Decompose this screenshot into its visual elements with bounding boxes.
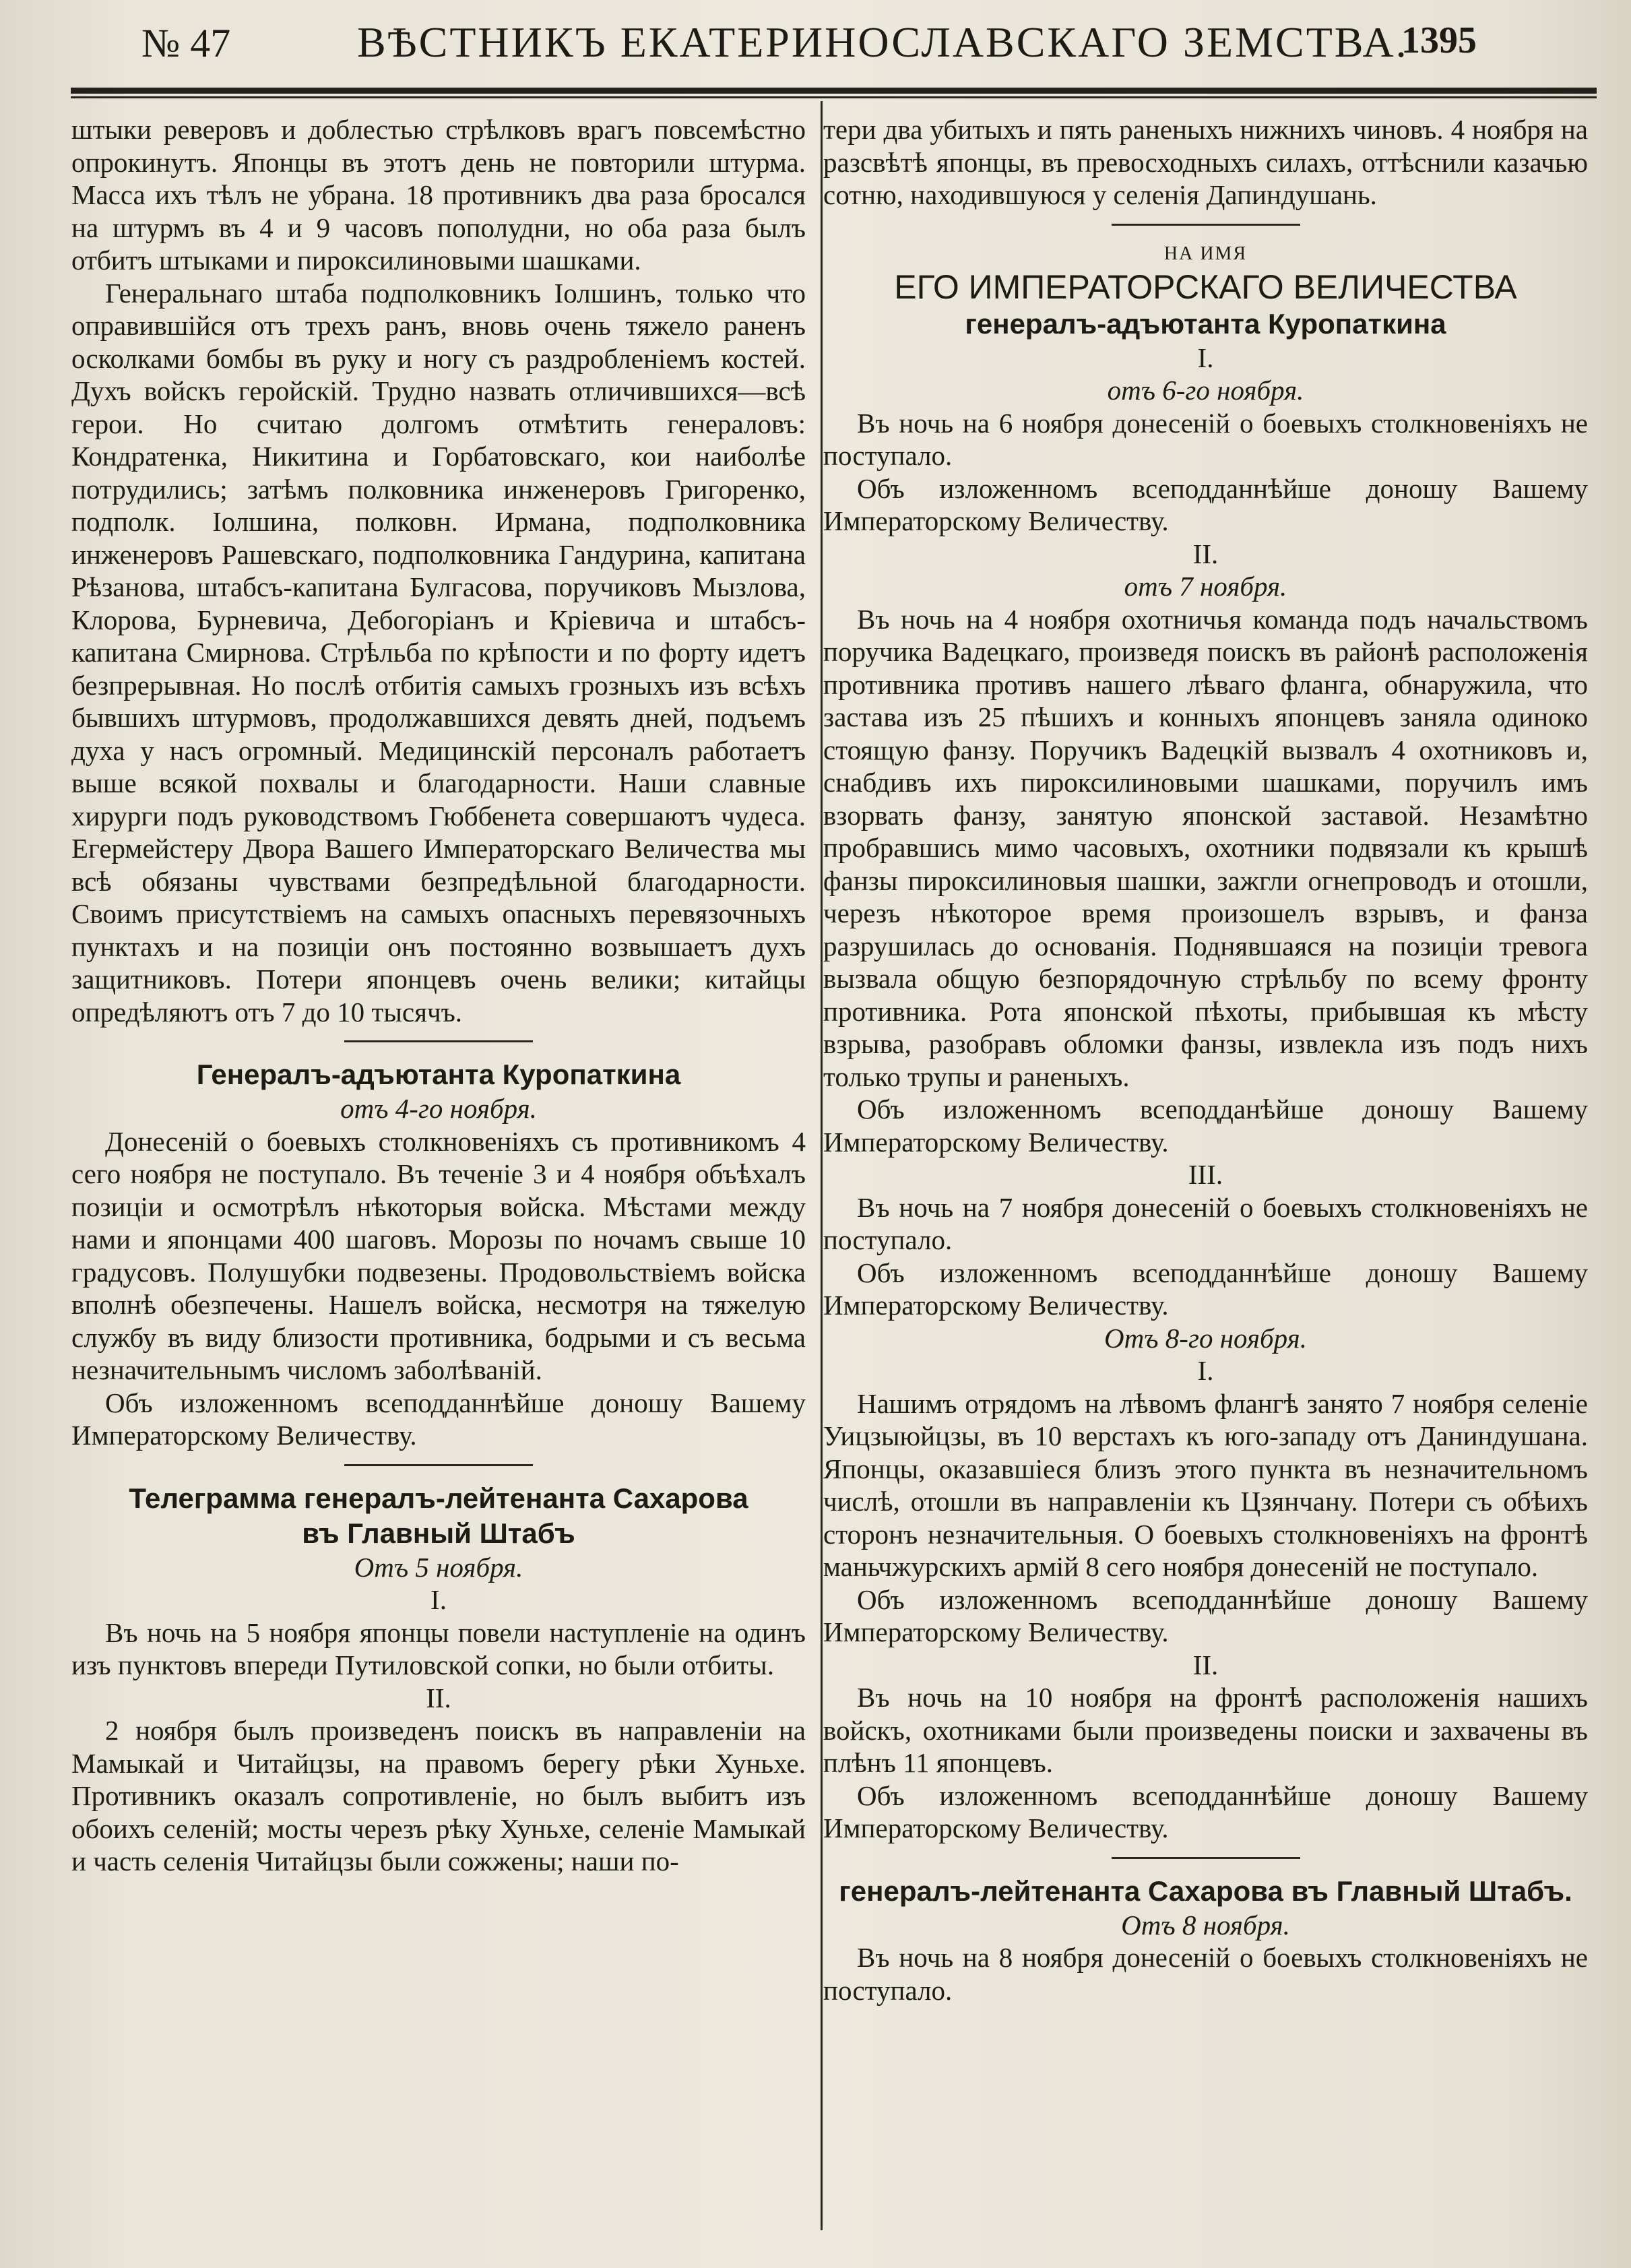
paragraph: Объ изложенномъ всеподданѣйше доношу Вашему Императорскому Величеству. xyxy=(823,1094,1588,1158)
right-column xyxy=(823,113,1588,2007)
section-date: отъ 7 ноября. xyxy=(1124,571,1287,602)
paragraph: 2 ноября былъ произведенъ поискъ въ направленіи на Мамыкай и Читайцзы, на правомъ берегу рѣки Хуньхе. Противникъ оказалъ сопротивленіе, но былъ выбитъ изъ обоихъ селеній; мосты черезъ рѣку Хуньхе, селеніе Мамыкай и часть селенія Читайцзы были сожжены; наши по- xyxy=(71,1715,806,1877)
paragraph: Объ изложенномъ всеподданнѣйше доношу Вашему Императорскому Величеству. xyxy=(71,1387,806,1451)
section-date: Отъ 8-го ноября. xyxy=(1104,1322,1307,1354)
section-heading: ЕГО ИМПЕРАТОРСКАГО ВЕЛИЧЕСТВА xyxy=(894,267,1517,306)
roman-numeral: I. xyxy=(1197,1355,1214,1386)
paragraph: Въ ночь на 8 ноября донесеній о боевыхъ столкновеніяхъ не поступало. xyxy=(823,1942,1588,2006)
section-rule xyxy=(344,1040,533,1042)
paragraph: Генеральнаго штаба подполковникъ Іолшинъ, только что оправившійся отъ трехъ ранъ, вновь очень тяжело раненъ осколками бомбы въ руку и ногу съ раздробленіемъ костей. Духъ войскъ геройскій. Трудно назвать отличившихся—всѣ герои. Но считаю долгомъ отмѣтить генераловъ: Кондратенка, Никитина и Горбатовскаго, кои наиболѣе потрудились; затѣмъ полковника инженеровъ Григоренко, подполк. Іолшина, полковн. Ирмана, подполковника инженеровъ Рашевскаго, подполковника Гандурина, капитана Рѣзанова, штабсъ-капитана Булгасова, поручиковъ Мызлова, Клорова, Бурневича, Дебогоріанъ и Кріевича и штабсъ-капитана Смирнова. Стрѣльба по крѣпости и по форту идетъ безпрерывная. Но послѣ отбитія самыхъ грозныхъ изъ всѣхъ бывшихъ штурмовъ, продолжавшихся девять дней, подъемъ духа у насъ огромный. Медицинскій персоналъ работаетъ выше всякой похвалы и благодарности. Наши славные хирурги подъ руководствомъ Гюббенета совершаютъ чудеса. Егермейстеру Двора Вашего Императорскаго Величества мы всѣ обязаны чувствами безпредѣльной благодарности. Своимъ присутствіемъ на самыхъ опасныхъ перевязочныхъ пунктахъ и на позиціи онъ постоянно возвышаетъ духъ защитниковъ. Потери японцевъ очень велики; китайцы опредѣляютъ отъ 7 до 10 тысячъ. xyxy=(71,277,806,1028)
paragraph: Въ ночь на 10 ноября на фронтѣ расположенія нашихъ войскъ, охотниками были произведены поиски и захвачены въ плѣнъ 11 японцевъ. xyxy=(823,1682,1588,1778)
paragraph: Въ ночь на 4 ноября охотничья команда подъ начальствомъ поручика Вадецкаго, произведя поискъ въ районѣ расположенія противника противъ нашего лѣваго фланга, обнаружила, что застава изъ 25 пѣшихъ и конныхъ японцевъ заняла одиноко стоящую фанзу. Поручикъ Вадецкій вызвалъ 4 охотниковъ и, снабдивъ ихъ пироксилиновыми шашками, поручилъ имъ взорвать фанзу, занятую японской заставой. Незамѣтно пробравшись мимо часовыхъ, охотники подвязали къ крышѣ фанзы пироксилиновыя шашки, зажгли огнепроводъ и отошли, черезъ нѣкоторое время произошелъ взрывъ, и фанза разрушилась до основанія. Поднявшаяся на позиціи тревога вызвала общую безпорядочную стрѣльбу по всему фронту противника. Рота японской пѣхоты, прибывшая къ мѣсту взрыва, разобравъ обломки фанзы, извлекла изъ подъ нихъ только трупы и раненыхъ. xyxy=(823,603,1588,1092)
paragraph: Объ изложенномъ всеподданнѣйше доношу Вашему Императорскому Величеству. xyxy=(823,1779,1588,1844)
roman-numeral: I. xyxy=(430,1584,447,1615)
column-divider xyxy=(821,101,823,2230)
section-heading: въ Главный Штабъ xyxy=(302,1517,575,1549)
section-rule xyxy=(1112,224,1300,226)
header-thin-rule xyxy=(71,96,1597,98)
section-heading: генералъ-лейтенанта Сахарова въ Главный Штабъ. xyxy=(839,1875,1572,1907)
left-column xyxy=(71,113,806,1878)
page-header xyxy=(67,9,1502,84)
section-rule xyxy=(1112,1857,1300,1859)
masthead-title: ВѢСТНИКЪ ЕКАТЕРИНОСЛАВСКАГО ЗЕМСТВА. xyxy=(357,18,1409,66)
section-heading: Генералъ-адъютанта Куропаткина xyxy=(196,1059,681,1090)
paragraph: Объ изложенномъ всеподданнѣйше доношу Вашему Императорскому Величеству. xyxy=(823,472,1588,536)
issue-number: № 47 xyxy=(141,21,231,65)
paragraph: Донесеній о боевыхъ столкновеніяхъ съ противникомъ 4 сего ноября не поступало. Въ теченіе 3 и 4 ноября объѣхалъ позиціи и осмотрѣлъ нѣкоторыя войска. Мѣстами между нами и японцами 400 шаговъ. Морозы по ночамъ свыше 10 градусовъ. Полушубки подвезены. Продовольствіемъ войска вполнѣ обезпечены. Нашелъ войска, несмотря на тяжелую службу въ виду близости противника, бодрыми и съ весьма незначительнымъ числомъ заболѣваній. xyxy=(71,1125,806,1385)
roman-numeral: II. xyxy=(1192,538,1219,569)
paragraph: тери два убитыхъ и пять раненыхъ нижнихъ чиновъ. 4 ноября на разсвѣтѣ японцы, въ превосходныхъ силахъ, оттѣснили казачью сотню, находившуюся у селенія Дапиндушань. xyxy=(823,114,1588,210)
dedication-label: НА ИМЯ xyxy=(1163,243,1248,264)
section-date: Отъ 5 ноября. xyxy=(354,1551,523,1583)
section-heading: генералъ-адъютанта Куропаткина xyxy=(965,307,1446,340)
paragraph: Объ изложенномъ всеподданнѣйше доношу Вашему Императорскому Величеству. xyxy=(823,1583,1588,1647)
section-date: отъ 4-го ноября. xyxy=(340,1093,537,1124)
paragraph: Въ ночь на 6 ноября донесеній о боевыхъ столкновеніяхъ не поступало. xyxy=(823,407,1588,471)
page-number: 1395 xyxy=(1401,20,1477,61)
roman-numeral: I. xyxy=(1197,342,1214,373)
paragraph: Нашимъ отрядомъ на лѣвомъ флангѣ занято 7 ноября селеніе Уицзыюйцзы, въ 10 верстахъ къ юго-западу отъ Даниндушана. Японцы, оказавшіеся близъ этого пункта въ незначительномъ числѣ, отошли въ направленіи къ Цзянчану. Потери съ обѣихъ сторонъ незначительныя. О боевыхъ столкновеніяхъ на фронтѣ маньчжурскихъ армій 8 сего ноября донесеній не поступало. xyxy=(823,1387,1588,1582)
roman-numeral: II. xyxy=(1192,1649,1219,1680)
paragraph: штыки реверовъ и доблестью стрѣлковъ врагъ повсемѣстно опрокинутъ. Японцы въ этотъ день не повторили штурма. Масса ихъ тѣлъ не убрана. 18 противникъ два раза бросался на штурмъ въ 4 и 9 часовъ пополудни, но оба раза былъ отбитъ штыками и пироксилиновыми шашками. xyxy=(71,114,806,276)
paragraph: Въ ночь на 7 ноября донесеній о боевыхъ столкновеніяхъ не поступало. xyxy=(823,1191,1588,1255)
section-heading: Телеграмма генералъ-лейтенанта Сахарова xyxy=(129,1482,748,1514)
section-date: Отъ 8 ноября. xyxy=(1121,1909,1290,1941)
roman-numeral: II. xyxy=(426,1682,451,1713)
roman-numeral: III. xyxy=(1188,1159,1223,1190)
header-thick-rule xyxy=(71,88,1597,94)
section-date: отъ 6-го ноября. xyxy=(1107,375,1304,406)
paragraph: Въ ночь на 5 ноября японцы повели наступленіе на одинъ изъ пунктовъ впереди Путиловской сопки, но были отбиты. xyxy=(71,1616,806,1680)
paragraph: Объ изложенномъ всеподданнѣйше доношу Вашему Императорскому Величеству. xyxy=(823,1257,1588,1321)
section-rule xyxy=(344,1464,533,1466)
